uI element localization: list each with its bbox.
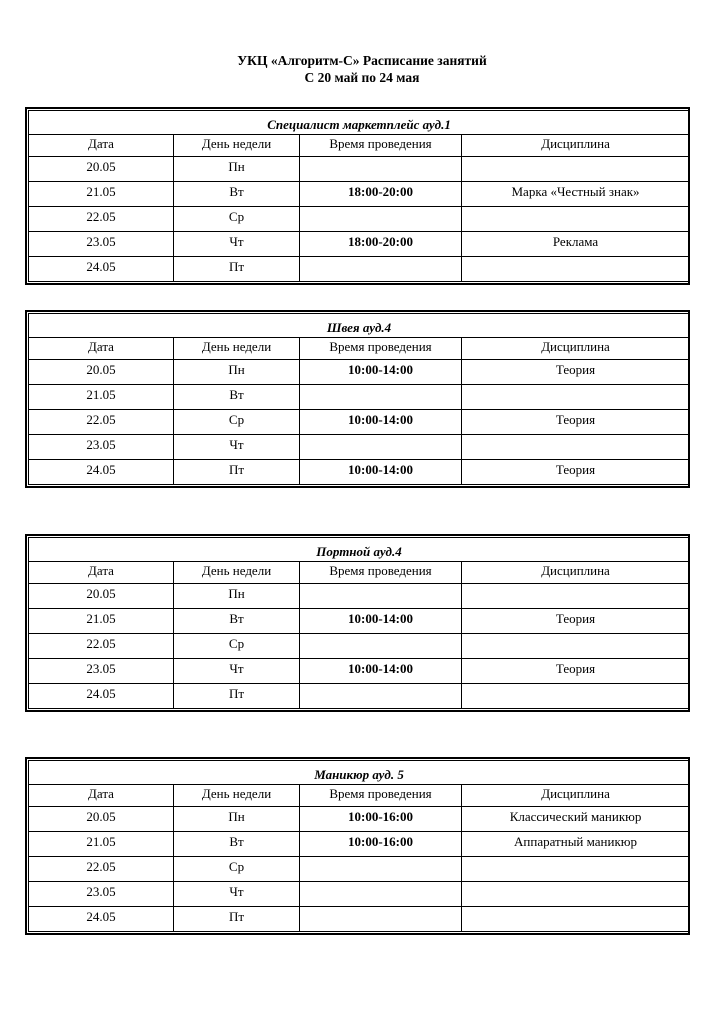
cell-date: 21.05: [29, 832, 174, 857]
cell-subject: Марка «Честный знак»: [462, 182, 690, 207]
cell-time: [300, 157, 462, 182]
cell-subject: [462, 857, 690, 882]
table-row: [29, 907, 690, 932]
cell-subject: [462, 207, 690, 232]
cell-date: 23.05: [29, 659, 174, 684]
cell-day: Ср: [174, 410, 300, 435]
cell-date: 20.05: [29, 157, 174, 182]
cell-time: 10:00-14:00: [300, 460, 462, 485]
cell-day: Ср: [174, 857, 300, 882]
cell-time: 10:00-14:00: [300, 609, 462, 634]
table-row: [29, 207, 690, 232]
header-title: УКЦ «Алгоритм-С» Расписание занятий: [237, 53, 487, 68]
cell-day: Ср: [174, 634, 300, 659]
schedule-table-marketplace: [25, 107, 690, 285]
cell-time: [300, 584, 462, 609]
schedule-table-manicure: [25, 757, 690, 935]
cell-time: [300, 857, 462, 882]
col-header-subject: Дисциплина: [462, 338, 690, 360]
table-row: [29, 659, 690, 684]
cell-subject: Классический маникюр: [462, 807, 690, 832]
cell-time: [300, 907, 462, 932]
cell-time: 10:00-16:00: [300, 807, 462, 832]
cell-day: Ср: [174, 207, 300, 232]
cell-day: Вт: [174, 385, 300, 410]
cell-date: 21.05: [29, 385, 174, 410]
cell-subject: [462, 385, 690, 410]
cell-time: 10:00-14:00: [300, 410, 462, 435]
schedule-table-tailor: [25, 534, 690, 712]
col-header-subject: Дисциплина: [462, 135, 690, 157]
cell-date: 22.05: [29, 207, 174, 232]
cell-day: Пт: [174, 460, 300, 485]
col-header-date: Дата: [29, 338, 174, 360]
cell-time: [300, 207, 462, 232]
table-row: [29, 634, 690, 659]
cell-subject: Теория: [462, 460, 690, 485]
col-header-day: День недели: [174, 785, 300, 807]
cell-date: 23.05: [29, 882, 174, 907]
cell-day: Пт: [174, 907, 300, 932]
table-row: [29, 832, 690, 857]
cell-subject: [462, 435, 690, 460]
cell-day: Пн: [174, 584, 300, 609]
cell-time: 10:00-16:00: [300, 832, 462, 857]
cell-date: 21.05: [29, 182, 174, 207]
cell-subject: Реклама: [462, 232, 690, 257]
cell-date: 20.05: [29, 584, 174, 609]
table-row: [29, 460, 690, 485]
table-row: [29, 232, 690, 257]
table-row: [29, 882, 690, 907]
cell-day: Чт: [174, 435, 300, 460]
table-row: [29, 609, 690, 634]
cell-time: [300, 634, 462, 659]
cell-subject: [462, 882, 690, 907]
cell-date: 23.05: [29, 435, 174, 460]
cell-day: Пн: [174, 360, 300, 385]
col-header-day: День недели: [174, 338, 300, 360]
cell-day: Вт: [174, 609, 300, 634]
cell-subject: Теория: [462, 360, 690, 385]
cell-date: 22.05: [29, 857, 174, 882]
col-header-time: Время проведения: [300, 135, 462, 157]
table-row: [29, 857, 690, 882]
cell-subject: [462, 634, 690, 659]
col-header-date: Дата: [29, 135, 174, 157]
cell-time: 10:00-14:00: [300, 659, 462, 684]
cell-day: Пт: [174, 257, 300, 282]
cell-time: [300, 257, 462, 282]
cell-day: Чт: [174, 882, 300, 907]
col-header-subject: Дисциплина: [462, 562, 690, 584]
table-row: [29, 807, 690, 832]
cell-time: 10:00-14:00: [300, 360, 462, 385]
cell-day: Чт: [174, 659, 300, 684]
table-row: [29, 157, 690, 182]
cell-time: 18:00-20:00: [300, 182, 462, 207]
cell-day: Вт: [174, 182, 300, 207]
table-row: [29, 257, 690, 282]
cell-subject: Теория: [462, 410, 690, 435]
cell-time: 18:00-20:00: [300, 232, 462, 257]
cell-day: Пт: [174, 684, 300, 709]
table-title: Портной ауд.4: [29, 538, 690, 562]
col-header-date: Дата: [29, 562, 174, 584]
table-row: [29, 360, 690, 385]
cell-date: 24.05: [29, 460, 174, 485]
cell-day: Пн: [174, 157, 300, 182]
cell-time: [300, 684, 462, 709]
cell-date: 24.05: [29, 907, 174, 932]
table-row: [29, 182, 690, 207]
table-row: [29, 435, 690, 460]
col-header-date: Дата: [29, 785, 174, 807]
cell-time: [300, 435, 462, 460]
col-header-subject: Дисциплина: [462, 785, 690, 807]
cell-subject: [462, 157, 690, 182]
cell-subject: [462, 584, 690, 609]
table-row: [29, 684, 690, 709]
cell-subject: Аппаратный маникюр: [462, 832, 690, 857]
cell-date: 20.05: [29, 807, 174, 832]
col-header-day: День недели: [174, 135, 300, 157]
cell-subject: [462, 257, 690, 282]
cell-day: Пн: [174, 807, 300, 832]
col-header-day: День недели: [174, 562, 300, 584]
table-row: [29, 410, 690, 435]
cell-time: [300, 882, 462, 907]
col-header-time: Время проведения: [300, 562, 462, 584]
table-row: [29, 584, 690, 609]
cell-date: 24.05: [29, 257, 174, 282]
cell-day: Чт: [174, 232, 300, 257]
cell-date: 21.05: [29, 609, 174, 634]
cell-date: 20.05: [29, 360, 174, 385]
cell-subject: Теория: [462, 659, 690, 684]
col-header-time: Время проведения: [300, 338, 462, 360]
table-title: Швея ауд.4: [29, 314, 690, 338]
table-row: [29, 385, 690, 410]
cell-date: 22.05: [29, 634, 174, 659]
cell-date: 22.05: [29, 410, 174, 435]
cell-subject: Теория: [462, 609, 690, 634]
header-date-range: С 20 май по 24 мая: [304, 70, 420, 85]
cell-day: Вт: [174, 832, 300, 857]
cell-date: 24.05: [29, 684, 174, 709]
table-title: Маникюр ауд. 5: [29, 761, 690, 785]
cell-date: 23.05: [29, 232, 174, 257]
cell-time: [300, 385, 462, 410]
table-title: Специалист маркетплейс ауд.1: [29, 111, 690, 135]
cell-subject: [462, 684, 690, 709]
document-header: [0, 52, 724, 86]
col-header-time: Время проведения: [300, 785, 462, 807]
schedule-table-seamstress: [25, 310, 690, 488]
cell-subject: [462, 907, 690, 932]
